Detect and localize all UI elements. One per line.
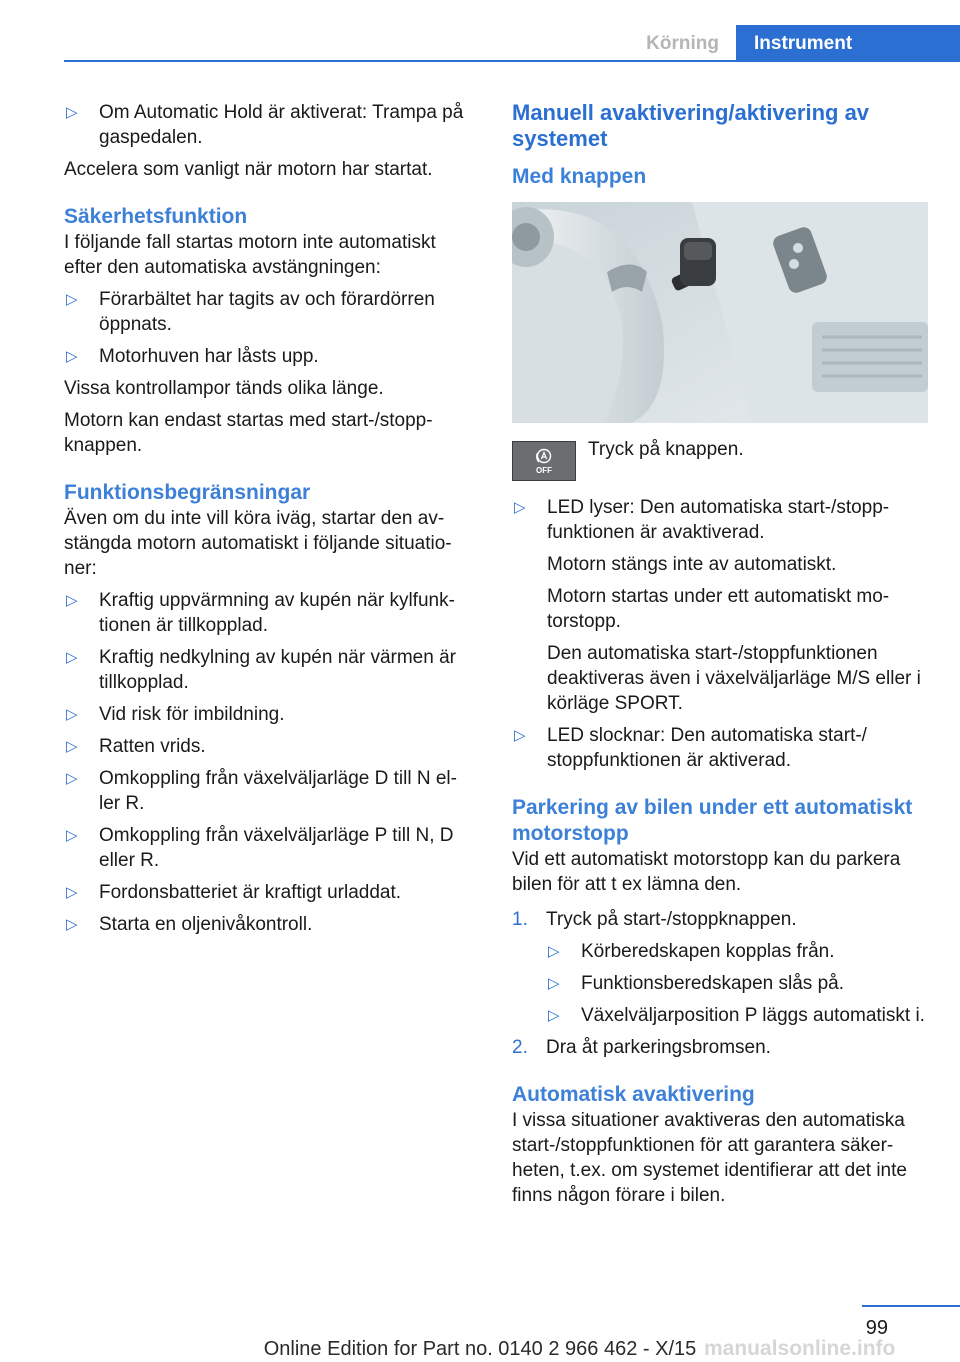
triangle-bullet-icon: ▷ <box>66 291 78 308</box>
heading-with-button: Med knappen <box>512 165 647 188</box>
sub-list-item: ▷ Funktionsberedskapen slås på. <box>548 973 844 994</box>
list-item-led-off <box>512 723 928 773</box>
triangle-bullet-icon: ▷ <box>66 884 78 901</box>
paragraph-accelerate: Accelera som vanligt när motorn har startat. <box>64 159 433 180</box>
paragraph-start-button: Motorn kan endast startas med start-/stopp-knappen. <box>64 410 433 456</box>
step-number: 2. <box>512 1037 528 1058</box>
led-on-sub: Den automatiska start-/stoppfunktionen deaktiveras även i växelväljarläge M/S eller i körläge SPORT. <box>547 643 921 714</box>
bullet-automatic-hold <box>64 100 476 150</box>
triangle-bullet-icon: ▷ <box>514 727 526 744</box>
auto-start-stop-off-button <box>512 441 576 481</box>
list-item: ▷ Omkoppling från växelväljarläge P till N, D eller R. <box>66 825 454 871</box>
paragraph-safety: I följande fall startas motorn inte automatiskt efter den automatiska avstängningen: <box>64 232 436 278</box>
header-section: Körning <box>625 25 735 62</box>
triangle-bullet-icon: ▷ <box>66 916 78 933</box>
step-text: Tryck på start-/stoppknappen. <box>546 909 797 930</box>
triangle-bullet-icon: ▷ <box>66 770 78 787</box>
paragraph-auto-deactivation: I vissa situationer avaktiveras den automatiska start-/stoppfunktionen för att garantera säker-heten, t.ex. om systemet identifierar att det inte finns någon förare i bilen. <box>512 1110 907 1206</box>
key-instruction: Tryck på knappen. <box>588 439 744 460</box>
list-item: ▷ Vid risk för imbildning. <box>66 704 285 725</box>
edition-line: Online Edition for Part no. 0140 2 966 462 - X/15 <box>263 1338 697 1360</box>
sub-list-item: ▷ Körberedskapen kopplas från. <box>548 941 835 962</box>
triangle-bullet-icon: ▷ <box>66 649 78 666</box>
footer-rule <box>862 1305 960 1307</box>
right-column <box>512 100 928 1215</box>
paragraph-limits: Även om du inte vill köra iväg, startar den av-stängda motorn automatiskt i följande situatio-ner: <box>64 508 452 579</box>
svg-text:OFF: OFF <box>536 466 552 475</box>
led-on-sub: Motorn stängs inte av automatiskt. <box>547 554 837 575</box>
triangle-bullet-icon: ▷ <box>66 738 78 755</box>
paragraph-lamps: Vissa kontrollampor tänds olika länge. <box>64 378 384 399</box>
triangle-bullet-icon: ▷ <box>548 975 560 992</box>
list-item: ▷ Motorhuven har låsts upp. <box>66 346 319 367</box>
led-on-text: LED lyser: Den automatiska start-/stopp-funktionen är avaktiverad. <box>547 497 890 543</box>
triangle-bullet-icon: ▷ <box>66 592 78 609</box>
heading-function-limits: Funktionsbegränsningar <box>64 481 311 504</box>
list-item: ▷ Starta en oljenivåkontroll. <box>66 914 313 935</box>
triangle-bullet-icon: ▷ <box>66 827 78 844</box>
step-text: Dra åt parkeringsbromsen. <box>546 1037 771 1058</box>
step-number: 1. <box>512 909 528 930</box>
list-item: ▷ Kraftig nedkylning av kupén när värmen är tillkopplad. <box>66 647 456 693</box>
heading-manual-deactivation: Manuell avaktivering/aktivering av systemet <box>512 100 870 151</box>
heading-auto-deactivation: Automatisk avaktivering <box>512 1083 755 1106</box>
dashboard-illustration <box>512 202 928 423</box>
header-chapter: Instrument <box>736 25 960 62</box>
triangle-bullet-icon: ▷ <box>548 943 560 960</box>
triangle-bullet-icon: ▷ <box>66 706 78 723</box>
page-number: 99 <box>865 1317 888 1339</box>
step-item <box>512 907 928 932</box>
triangle-bullet-icon: ▷ <box>66 348 78 365</box>
led-on-sub: Motorn startas under ett automatiskt mo-torstopp. <box>547 586 890 632</box>
triangle-bullet-icon: ▷ <box>548 1007 560 1024</box>
header-rule <box>64 60 960 62</box>
sub-list-item: ▷ Växelväljarposition P läggs automatiskt i. <box>548 1005 925 1026</box>
watermark: manualsonline.info <box>704 1337 896 1360</box>
triangle-bullet-icon: ▷ <box>66 104 78 121</box>
paragraph-parking: Vid ett automatiskt motorstopp kan du parkera bilen för att t ex lämna den. <box>512 849 901 895</box>
list-item: ▷ Förarbältet har tagits av och förardörren öppnats. <box>66 289 435 335</box>
list-item: ▷ Kraftig uppvärmning av kupén när kylfunk-tionen är tillkopplad. <box>66 590 455 636</box>
bullet-text: Om Automatic Hold är aktiverat: Trampa på gaspedalen. <box>99 102 464 148</box>
heading-parking: Parkering av bilen under ett automatiskt motorstopp <box>512 796 913 845</box>
left-column <box>64 100 476 944</box>
key-instruction-row <box>512 441 928 481</box>
triangle-bullet-icon: ▷ <box>514 499 526 516</box>
heading-safety-function: Säkerhetsfunktion <box>64 205 248 228</box>
list-item: ▷ Ratten vrids. <box>66 736 206 757</box>
list-item: ▷ Fordonsbatteriet är kraftigt urladdat. <box>66 882 402 903</box>
step-item <box>512 1035 928 1060</box>
list-item-led-on <box>512 495 928 716</box>
auto-start-stop-off-icon <box>529 446 559 476</box>
dashboard-photo <box>512 202 928 423</box>
led-off-text: LED slocknar: Den automatiska start-/ stoppfunktionen är aktiverad. <box>547 725 867 771</box>
list-item: ▷ Omkoppling från växelväljarläge D till N el-ler R. <box>66 768 457 814</box>
